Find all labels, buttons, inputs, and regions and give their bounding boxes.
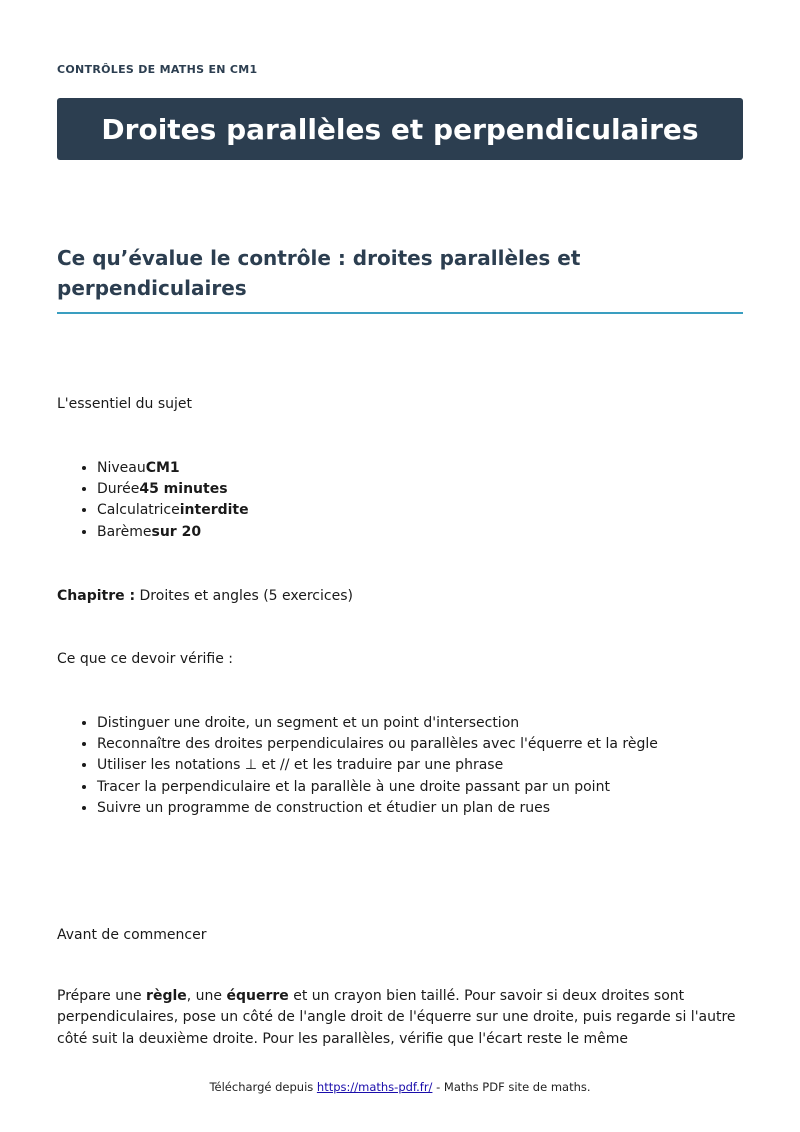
list-item: • NiveauCM1 — [97, 458, 249, 479]
before-paragraph: Prépare une règle, une équerre et un crayon bien taillé. Pour savoir si deux droites sont perpendiculaires, pose un côté de l'angle droit de l'équerre sur une droite, puis regarde si l'autre côté suit la deuxième droite. Pour les parallèles, vérifie que l'écart reste le même — [57, 988, 736, 1047]
page-title: Droites parallèles et perpendiculaires — [101, 112, 699, 146]
essentials-label: L'essentiel du sujet — [57, 396, 193, 412]
list-item: • Reconnaître des droites perpendiculaires ou parallèles avec l'équerre et la règle — [97, 734, 658, 755]
list-item: • Tracer la perpendiculaire et la parallèle à une droite passant par un point — [97, 777, 658, 798]
chapter-line — [57, 586, 353, 607]
checks-list — [57, 713, 658, 819]
section-heading: Ce qu’évalue le contrôle : droites parallèles et perpendiculaires — [57, 243, 743, 314]
chapter-label: Chapitre : — [57, 588, 136, 604]
chapter-value: Droites et angles (5 exercices) — [139, 588, 353, 604]
list-item: • Distinguer une droite, un segment et un point d'intersection — [97, 713, 658, 734]
footer-link[interactable]: https://maths-pdf.fr/ — [316, 1080, 433, 1094]
list-item: • Barèmesur 20 — [97, 522, 249, 543]
title-banner — [57, 98, 743, 160]
list-item: • Utiliser les notations ⊥ et // et les traduire par une phrase — [97, 755, 658, 776]
list-item: • Suivre un programme de construction et étudier un plan de rues — [97, 798, 658, 819]
document-kicker: CONTRÔLES DE MATHS EN CM1 — [57, 63, 258, 76]
list-item: • Durée45 minutes — [97, 479, 249, 500]
list-item: • Calculatriceinterdite — [97, 500, 249, 521]
essentials-list — [57, 458, 249, 543]
page-footer: Téléchargé depuis https://maths-pdf.fr/ - Maths PDF site de maths. — [209, 1080, 591, 1094]
checks-label: Ce que ce devoir vérifie : — [57, 651, 234, 667]
before-label: Avant de commencer — [57, 927, 207, 943]
